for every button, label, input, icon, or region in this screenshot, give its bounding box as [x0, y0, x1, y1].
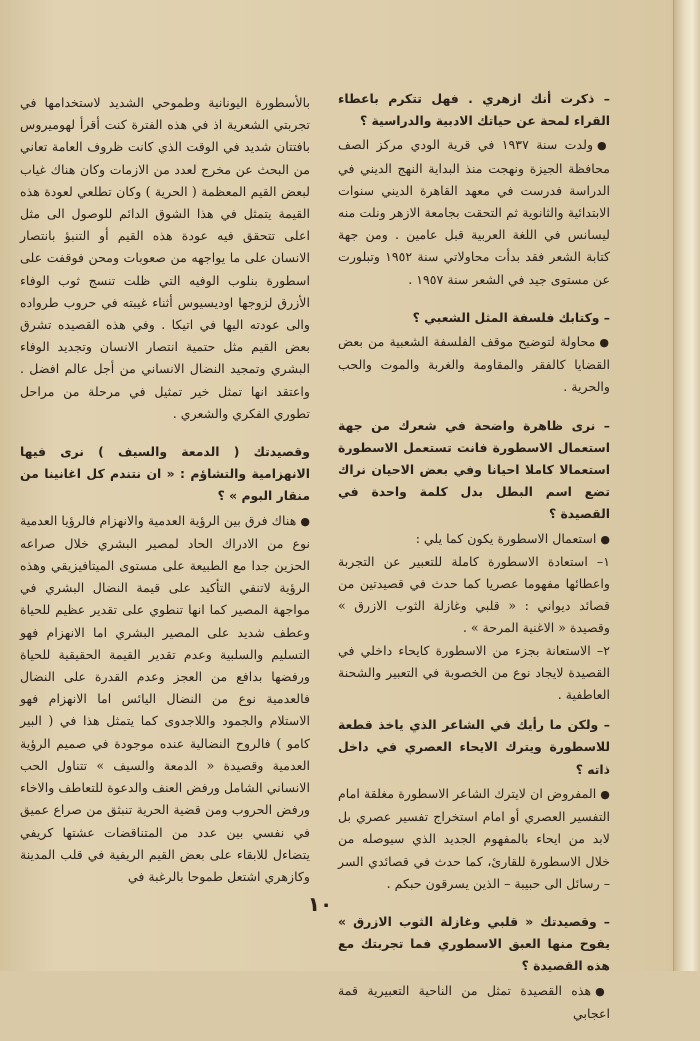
bullet-icon: ● — [600, 787, 610, 801]
question: – وقصيدتك « قلبي وغازلة الثوب الازرق » يفوح منها العبق الاسطوري فما تجربتك مع هذه القصيدة ؟ — [338, 913, 610, 974]
bullet-icon: ● — [595, 984, 610, 998]
page-edge — [673, 0, 700, 971]
answer: ●المفروض ان لايترك الشاعر الاسطورة مغلقة امام التفسير العصري أو امام استخراج تفسير عصري بل لابد من ايحاء بالمفهوم الجديد الذي سيوصله من خلال الاسطورة للقارئ، كما حدث في قصائدي السر – رسائل الى حبيبة – الذين يسرقون حبكم . — [338, 785, 610, 891]
bullet-icon: ● — [599, 336, 610, 350]
qa-block — [338, 714, 610, 895]
question: – وكتابك فلسفة المثل الشعبي ؟ — [412, 309, 610, 325]
answer: ●ولدت سنة ١٩٣٧ في قرية الودي مركز الصف محافظة الجيزة ونهجت منذ البداية النهج الديني في الدراسة فدرست في معهد القاهرة الديني سنوات الابتدائية والثانوية ثم التحقت بجامعة الازهر ونلت منه ليسانس في اللغة العربية قبل عامين . ومن جهة كتابة الشعر فقد بدأت محاولاتي سنة ١٩٥٢ وتبلورت عن مستوى جيد في الشعر سنة ١٩٥٧ . — [338, 137, 610, 287]
question: وقصيدتك ( الدمعة والسيف ) نرى فيها الانهزامية والتشاؤم : « ان نتندم كل اغانينا من منقار البوم » ؟ — [20, 444, 310, 504]
qa-block — [338, 88, 610, 291]
bullet-icon: ● — [597, 139, 610, 153]
question: – نرى ظاهرة واضحة في شعرك من جهة استعمال الاسطورة فانت تستعمل الاسطورة استعمالا كاملا احيانا وفي بعض الاحيان نراك تضع اسم البطل بدل كلمة واحدة في القصيدة ؟ — [338, 417, 610, 522]
answer: ●استعمال الاسطورة يكون كما يلي : ١– استعادة الاسطورة كاملة للتعبير عن التجربة واعطائها مفهوما عصريا كما حدث في قصيدتين من قصائد ديواني : « قلبي وغازلة الثوب الازرق » وقصيدة « الاغنية المرحة » . ٢– الاستعانة بجزء من الاسطورة كايحاء داخلي في القصيدة لايجاد نوع من الخصوبة في التعبير والشحنة العاطفية . — [338, 530, 610, 703]
answer: ●هذه القصيدة تمثل من الناحية التعبيرية قمة اعجابي — [338, 982, 610, 1021]
qa-block — [338, 307, 610, 399]
question: – ولكن ما رأيك في الشاعر الذي ياخذ قطعة للاسطورة ويترك الايحاء العصري في داخل ذاته ؟ — [338, 717, 610, 777]
qa-block — [338, 415, 610, 707]
bullet-icon: ● — [600, 532, 610, 546]
answer: ●محاولة لتوضيح موقف الفلسفة الشعبية من بعض القضايا كالفقر والمقاومة والغربة والموت والحب والحرية . — [338, 334, 610, 395]
question: – ذكرت أنك ازهري . فهل تتكرم باعطاء القراء لمحة عن حياتك الادبية والدراسية ؟ — [338, 91, 610, 129]
left-column — [20, 92, 310, 904]
answer-continuation: بالأسطورة اليونانية وطموحي الشديد لاستخدامها في تجربتي الشعرية اذ في هذه الفترة كنت أقرأ لهوميروس بافتتان شديد في الوقت الذي كانت ظروف العامة تعاني من البحث عن مخرج لعدد من الازمات وكان هناك غياب لبعض القيم المعظمة ( الحرية ) وكان تطلعي لعودة هذه القيمة يتمثل في هذا الشوق الدائم للوصول الى مثل اعلى تتحقق فيه عودة هذه القيم أو التنبؤ بانتصار الانسان على ما يواجهه من صعوبات ومحن فوقفت على اسطورة بنلوب الوفيه التي ظلت تنسج ثوب الوفاء الأزرق لزوجها اوديسيوس أثناء غيبته في حروب طرواده والى عودته اليها في اتيكا . وفي هذه القصيده تشرق بعض القيم مثل حتمية انتصار الانسان وتجديد الوفاء البشري وتمجيد النضال الانساني من أجل عالم افضل . واعتقد انها تمثل خير تمثيل في مرحلة من مراحل تطوري الفكري والشعري . — [20, 95, 310, 421]
bullet-icon: ● — [300, 514, 310, 528]
answer: ●هناك فرق بين الرؤية العدمية والانهزام فالرؤيا العدمية نوع من الادراك الحاد لمصير البشري خلال صراعه الحزين جدا مع الطبيعة على مستوى الميتافيزيقي وهذه الرؤية لاتنفي التأكيد على قيمة النضال البشري في مواجهة المصير كما انها تنطوي على تقدير عظيم للحياة وعطف شديد على المصير البشري اما الانهزام فهو التسليم والسلبية وعدم تقدير القيمة الحقيقية للحياة ورفضها بدافع من العجز وعدم القدرة على النضال فالعدمية نوع من النضال اليائس اما الانهزام فهو الاستلام والجمود واللاجدوى كما يتمثل هذا في ( البير كامو ) فالروح النضالية عنده موجودة في صميم الرؤية العدمية وقصيدة « الدمعة والسيف » تتناول الحب الانساني الشامل ورفض العنف والدعوة للتعاطف والاخاء ورفض الحروب ومن قضية الحرية تنبثق من صراع عميق في نفسي بين عدد من المتناقضات عشتها كريفي يتضاءل للابقاء على بعض القيم الريفية في قلب المدينة وكازهري اشتعل طموحا بالرغبة في — [20, 512, 310, 884]
page-number: ١٠ — [307, 892, 333, 916]
qa-block — [338, 911, 610, 1025]
